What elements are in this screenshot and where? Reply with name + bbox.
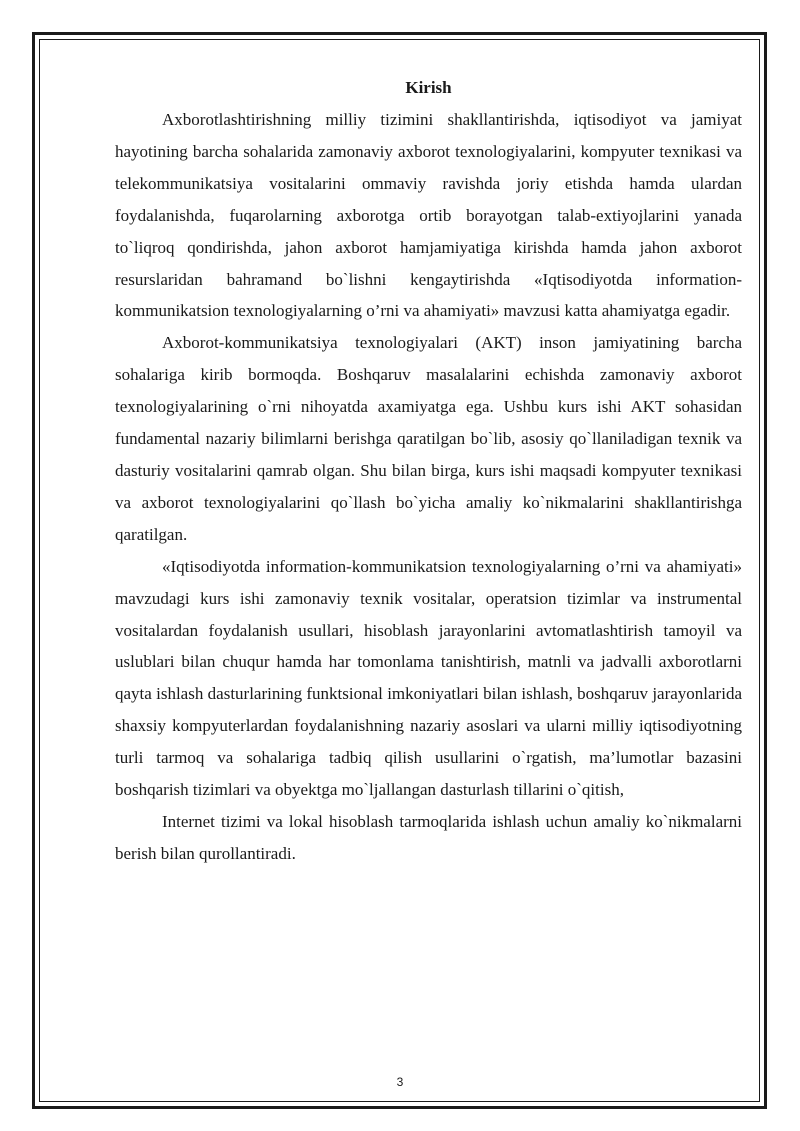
paragraph-3: «Iqtisodiyotda information-kommunikatsion texnologiyalarning o’rni va ahamiyati» mavzudagi kurs ishi zamonaviy texnik vositalar, operatsion tizimlar va instrumental vositalardan foydalanish usullari, hisoblash jarayonlarini avtomatlashtirish tamoyil va uslublari bilan chuqur hamda har tomonlama tanishtirish, matnli va jadvalli axborotlarni qayta ishlash dasturlarining funktsional imkoniyatlari bilan ishlash, boshqaruv jarayonlarida shaxsiy kompyuterlardan foydalanishning nazariy asoslari va ularni milliy iqtisodiyotning turli tarmoq va sohalariga tadbiq qilish usullarini o`rgatish, ma’lumotlar bazasini boshqarish tizimlari va obyektga mo`ljallangan dasturlash tillarini o`qitish, xyxy=(115,556,742,800)
paragraph-2: Axborot-kommunikatsiya texnologiyalari (AKT) inson jamiyatining barcha sohalariga kirib bormoqda. Boshqaruv masalalarini echishda zamonaviy axborot texnologiyalarining o`rni nihoyatda axamiyatga ega. Ushbu kurs ishi AKT sohasidan fundamental nazariy bilimlarni berishga qaratilgan bo`lib, asosiy qo`llaniladigan texnik va dasturiy vositalarini qamrab olgan. Shu bilan birga, kurs ishi maqsadi kompyuter texnikasi va axborot texnologiyalarini qo`llash bo`yicha amaliy ko`nikmalarini shakllantirishga qaratilgan. xyxy=(115,333,742,544)
document-title: Kirish xyxy=(405,78,452,97)
paragraph-1: Axborotlashtirishning milliy tizimini shakllantirishda, iqtisodiyot va jamiyat hayotining barcha sohalarida zamonaviy axborot texnologiyalarini, kompyuter texnikasi va telekommunikatsiya vositalarini ommaviy ravishda joriy etishda hamda ulardan foydalanishda, fuqarolarning axborotga ortib borayotgan talab-extiyojlarini yanada to`liqroq qondirishda, jahon axborot hamjamiyatiga kirishda hamda jahon axborot resurslaridan bahramand bo`lishni kengaytirishda «Iqtisodiyotda information-kommunikatsion texnologiyalarning o’rni va ahamiyati» mavzusi katta ahamiyatga egadir. xyxy=(115,110,742,321)
paragraph-4: Internet tizimi va lokal hisoblash tarmoqlarida ishlash uchun amaliy ko`nikmalarni berish bilan qurollantiradi. xyxy=(115,811,742,863)
page-number: 3 xyxy=(396,1075,404,1089)
document-body xyxy=(115,72,742,870)
